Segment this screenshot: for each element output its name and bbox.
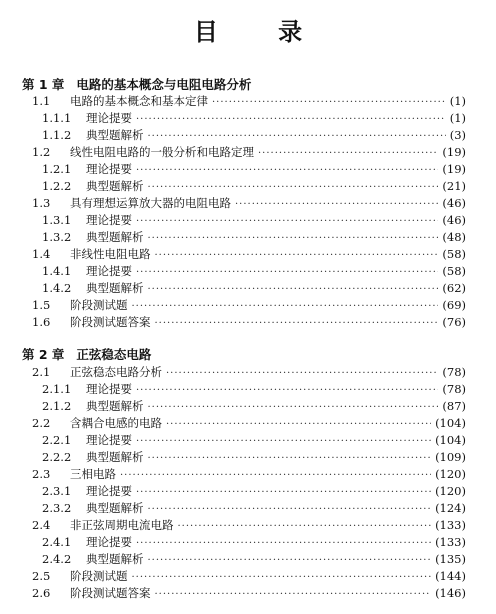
dot-leader: [120, 467, 431, 484]
entry-title: 线性电阻电路的一般分析和电路定理: [70, 145, 254, 159]
dot-leader: [155, 586, 432, 603]
entry-title: 理论提要: [86, 382, 132, 396]
toc-entry[interactable]: [0, 500, 496, 517]
toc-entry[interactable]: [0, 415, 496, 432]
entry-page: (146): [435, 586, 466, 600]
entry-page: (144): [435, 569, 466, 583]
chapter-number: 第 1 章: [22, 77, 65, 92]
entry-number: 1.1.1: [42, 111, 72, 125]
toc-entry[interactable]: [0, 229, 496, 246]
entry-page: (58): [442, 247, 466, 261]
toc-entry[interactable]: [0, 381, 496, 398]
chapter-number: 第 2 章: [22, 347, 65, 362]
entry-title: 典型题解析: [86, 399, 144, 413]
entry-number: 1.3: [32, 196, 51, 210]
dot-leader: [148, 179, 439, 196]
toc-entry[interactable]: [0, 93, 496, 110]
entry-number: 1.1.2: [42, 128, 72, 142]
entry-page: (46): [442, 196, 466, 210]
toc-entry[interactable]: [0, 246, 496, 263]
entry-title: 典型题解析: [86, 450, 144, 464]
entry-page: (46): [442, 213, 466, 227]
dot-leader: [178, 518, 432, 535]
entry-number: 2.4: [32, 518, 51, 532]
toc-entry[interactable]: [0, 551, 496, 568]
toc-entry[interactable]: [0, 364, 496, 381]
chapter-heading: [0, 76, 496, 93]
dot-leader: [148, 501, 432, 518]
entry-page: (76): [442, 315, 466, 329]
entry-number: 2.4.1: [42, 535, 72, 549]
entry-title: 理论提要: [86, 535, 132, 549]
entry-page: (78): [442, 365, 466, 379]
dot-leader: [148, 281, 439, 298]
entry-page: (48): [442, 230, 466, 244]
toc-entry[interactable]: [0, 110, 496, 127]
dot-leader: [136, 264, 438, 281]
dot-leader: [166, 416, 431, 433]
dot-leader: [148, 230, 439, 247]
toc-entry[interactable]: [0, 161, 496, 178]
dot-leader: [166, 365, 438, 382]
entry-title: 典型题解析: [86, 552, 144, 566]
entry-number: 2.5: [32, 569, 51, 583]
toc-entry[interactable]: [0, 297, 496, 314]
entry-page: (69): [442, 298, 466, 312]
entry-title: 理论提要: [86, 111, 132, 125]
entry-page: (104): [435, 433, 466, 447]
dot-leader: [136, 111, 446, 128]
dot-leader: [148, 399, 439, 416]
dot-leader: [148, 450, 432, 467]
entry-title: 具有理想运算放大器的电阻电路: [70, 196, 231, 210]
entry-number: 1.1: [32, 94, 51, 108]
entry-page: (58): [442, 264, 466, 278]
entry-title: 理论提要: [86, 484, 132, 498]
entry-number: 1.4.2: [42, 281, 72, 295]
entry-number: 2.2: [32, 416, 51, 430]
entry-number: 1.5: [32, 298, 51, 312]
toc-entry[interactable]: [0, 263, 496, 280]
entry-title: 典型题解析: [86, 281, 144, 295]
entry-title: 理论提要: [86, 162, 132, 176]
dot-leader: [155, 247, 439, 264]
entry-number: 1.4.1: [42, 264, 72, 278]
entry-number: 2.1.2: [42, 399, 72, 413]
entry-page: (87): [442, 399, 466, 413]
dot-leader: [136, 433, 431, 450]
entry-title: 阶段测试题答案: [70, 586, 151, 600]
toc-entry[interactable]: [0, 585, 496, 602]
entry-page: (133): [435, 535, 466, 549]
entry-title: 典型题解析: [86, 179, 144, 193]
dot-leader: [136, 484, 431, 501]
dot-leader: [148, 128, 446, 145]
toc-entry[interactable]: [0, 517, 496, 534]
toc-entry[interactable]: [0, 432, 496, 449]
entry-page: (19): [442, 162, 466, 176]
entry-title: 理论提要: [86, 264, 132, 278]
entry-page: (104): [435, 416, 466, 430]
toc-entry[interactable]: [0, 534, 496, 551]
entry-title: 理论提要: [86, 433, 132, 447]
entry-title: 阶段测试题: [70, 298, 128, 312]
entry-title: 阶段测试题答案: [70, 315, 151, 329]
dot-leader: [148, 552, 432, 569]
toc-entry[interactable]: [0, 144, 496, 161]
entry-page: (78): [442, 382, 466, 396]
toc-entry[interactable]: [0, 195, 496, 212]
entry-number: 1.6: [32, 315, 51, 329]
chapter-title: 正弦稳态电路: [76, 347, 152, 362]
entry-title: 典型题解析: [86, 230, 144, 244]
entry-page: (19): [442, 145, 466, 159]
entry-page: (3): [449, 128, 466, 142]
entry-number: 1.3.2: [42, 230, 72, 244]
entry-page: (124): [435, 501, 466, 515]
toc-entry[interactable]: [0, 314, 496, 331]
entry-number: 2.3: [32, 467, 51, 481]
entry-title: 电路的基本概念和基本定律: [70, 94, 208, 108]
entry-page: (120): [435, 467, 466, 481]
entry-page: (120): [435, 484, 466, 498]
dot-leader: [136, 535, 431, 552]
entry-title: 含耦合电感的电路: [70, 416, 162, 430]
entry-number: 2.4.2: [42, 552, 72, 566]
entry-title: 阶段测试题: [70, 569, 128, 583]
toc-entry[interactable]: [0, 483, 496, 500]
toc-entry[interactable]: [0, 449, 496, 466]
entry-title: 典型题解析: [86, 128, 144, 142]
entry-number: 1.3.1: [42, 213, 72, 227]
toc-entry[interactable]: [0, 280, 496, 297]
entry-number: 2.1.1: [42, 382, 72, 396]
chapter-title: 电路的基本概念与电阻电路分析: [76, 77, 252, 92]
dot-leader: [258, 145, 438, 162]
entry-page: (109): [435, 450, 466, 464]
dot-leader: [132, 569, 432, 586]
entry-title: 非正弦周期电流电路: [70, 518, 174, 532]
entry-title: 理论提要: [86, 213, 132, 227]
entry-title: 正弦稳态电路分析: [70, 365, 162, 379]
toc-entry[interactable]: [0, 212, 496, 229]
entry-page: (135): [435, 552, 466, 566]
entry-number: 2.3.1: [42, 484, 72, 498]
entry-number: 1.2: [32, 145, 51, 159]
entry-number: 2.6: [32, 586, 51, 600]
dot-leader: [132, 298, 439, 315]
entry-number: 1.2.1: [42, 162, 72, 176]
entry-title: 典型题解析: [86, 501, 144, 515]
toc-entry[interactable]: [0, 127, 496, 144]
entry-page: (21): [442, 179, 466, 193]
entry-number: 2.2.2: [42, 450, 72, 464]
entry-number: 1.2.2: [42, 179, 72, 193]
chapter-heading: [0, 346, 496, 363]
dot-leader: [136, 213, 438, 230]
entry-title: 三相电路: [70, 467, 116, 481]
dot-leader: [136, 382, 438, 399]
toc-entry[interactable]: [0, 466, 496, 483]
toc-entry[interactable]: [0, 178, 496, 195]
entry-page: (133): [435, 518, 466, 532]
entry-page: (1): [449, 94, 466, 108]
entry-number: 2.3.2: [42, 501, 72, 515]
entry-title: 非线性电阻电路: [70, 247, 151, 261]
entry-number: 2.1: [32, 365, 51, 379]
dot-leader: [155, 315, 439, 332]
entry-number: 2.2.1: [42, 433, 72, 447]
entry-page: (62): [442, 281, 466, 295]
page-title: 目 录: [193, 18, 329, 46]
dot-leader: [136, 162, 438, 179]
toc-entry[interactable]: [0, 568, 496, 585]
entry-page: (1): [449, 111, 466, 125]
dot-leader: [235, 196, 438, 213]
dot-leader: [212, 94, 446, 111]
toc-entry[interactable]: [0, 398, 496, 415]
entry-number: 1.4: [32, 247, 51, 261]
